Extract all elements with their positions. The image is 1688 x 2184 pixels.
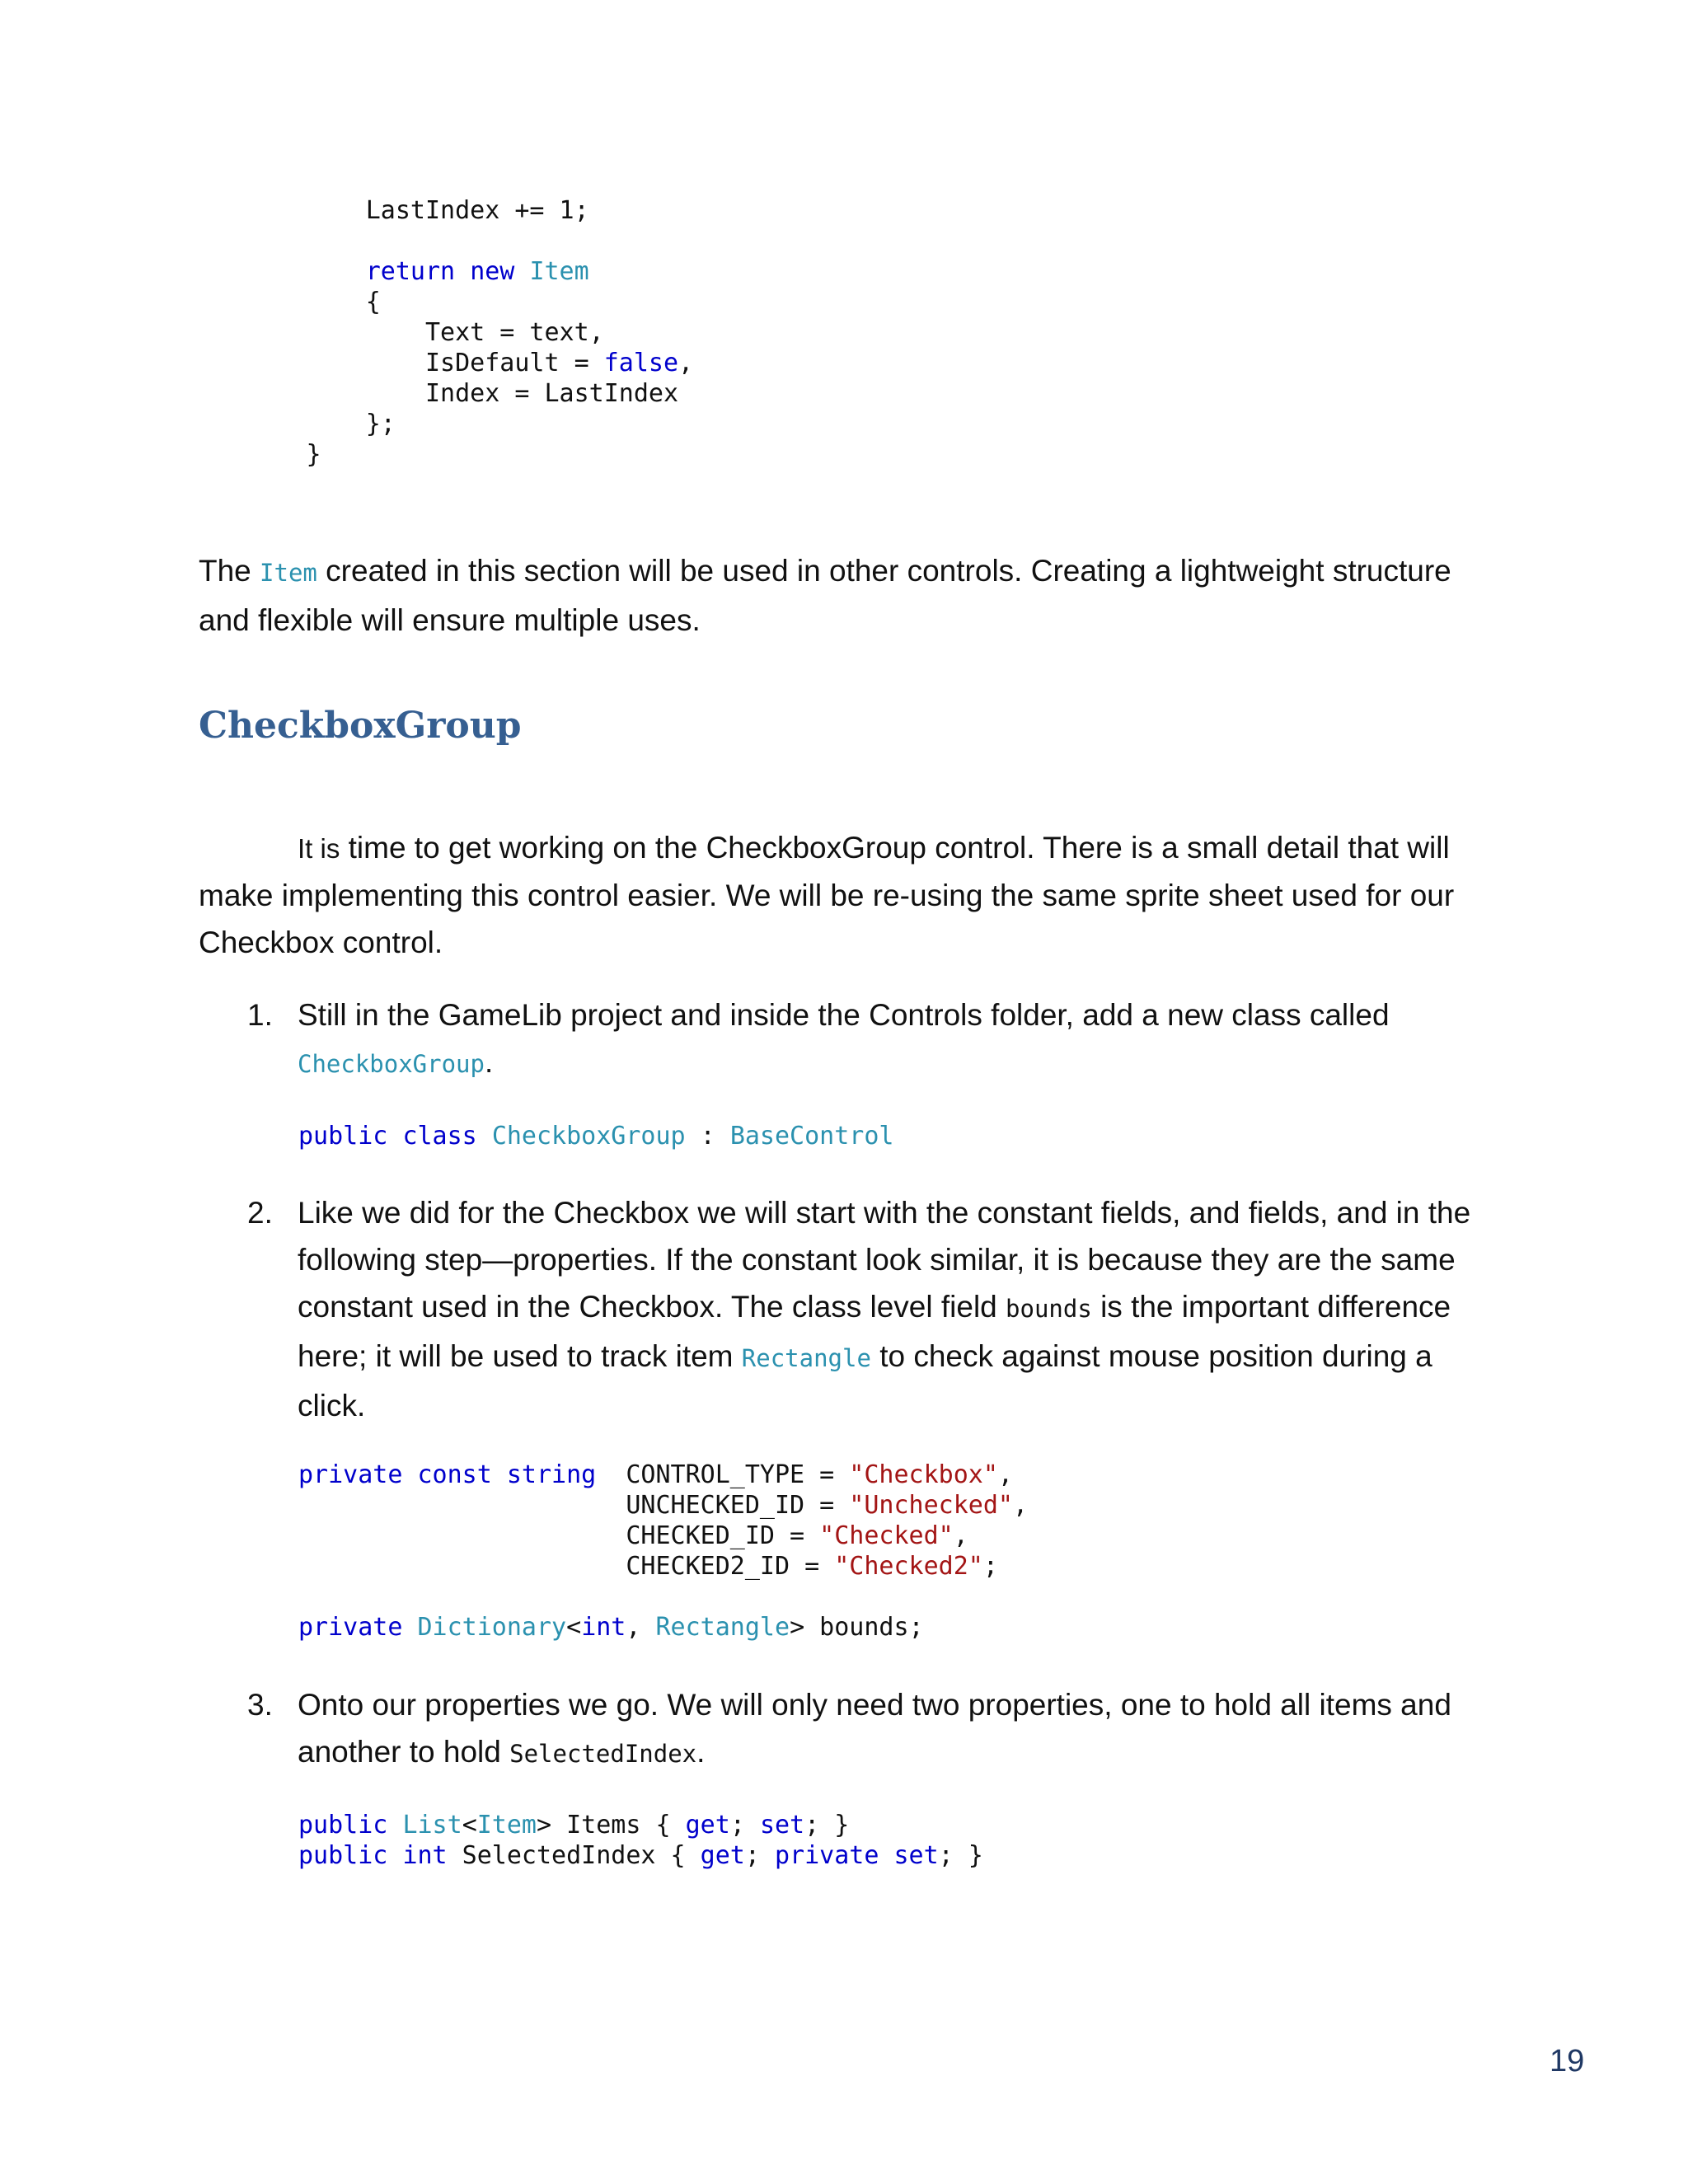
paragraph-text: to check against mouse position during a click. [298,1339,1432,1422]
list-number: 2. [247,1196,273,1230]
list-number: 3. [247,1688,273,1722]
inline-code-rectangle: Rectangle [741,1344,871,1372]
code-block-constants-fields: private const string CONTROL_TYPE = "Checkbox", UNCHECKED_ID = "Unchecked", CHECKED_ID = "Checked", CHECKED2_ID = "Checked2"; private Dictionary<int, Rectangle> bounds; [298,1460,1029,1642]
list-item-text [298,1189,1484,1429]
code-line: Text = text, [187,318,604,347]
inline-code-bounds: bounds [1006,1295,1092,1323]
code-block-class-declaration: public class CheckboxGroup : BaseControl [298,1122,894,1151]
code-line: LastIndex += 1; [187,196,589,225]
paragraph-text: The [199,554,260,588]
list-item-text [298,991,1484,1088]
list-number: 1. [247,998,273,1032]
paragraph-text: Still in the GameLib project and inside the Controls folder, add a new class called [298,998,1390,1032]
paragraph-text: Onto our properties we go. We will only need two properties, one to hold all items and another to hold [298,1688,1451,1769]
code-block-properties: public List<Item> Items { get; set; } public int SelectedIndex { get; private set; } [298,1811,983,1870]
paragraph-intro [199,824,1501,966]
section-heading: CheckboxGroup [199,705,522,747]
paragraph-text: . [696,1735,706,1769]
paragraph-text: time to get working on the CheckboxGroup control. There is a small detail that will make implementing this control easier. We will be re-using the same sprite sheet used for our Checkbox control. [199,831,1455,959]
inline-code-checkboxgroup: CheckboxGroup [298,1050,485,1078]
inline-code-item: Item [260,559,317,587]
paragraph-text: . [484,1045,494,1079]
page-number: 19 [1550,2044,1585,2079]
code-line: IsDefault = false, [187,349,694,377]
code-line: Index = LastIndex [187,379,679,408]
code-block-item-factory-end [187,195,693,470]
paragraph-item-description [199,547,1501,644]
list-item-step-3 [247,1681,1484,1778]
list-item-step-1 [247,991,1484,1088]
inline-code-selectedindex: SelectedIndex [509,1740,697,1768]
paragraph-text: created in this section will be used in other controls. Creating a lightweight structure and flexible will ensure multiple uses. [199,554,1451,637]
code-line: } [187,440,321,469]
code-line: return new Item [365,257,589,286]
paragraph-text: Like we did for the Checkbox we will start with the constant fields, and fields, and in the following step—properties. If the constant look similar, it is because they are the same constant used in the Checkbox. The class level field [298,1196,1471,1324]
code-line: }; [187,410,396,438]
paragraph-text: It is [298,833,340,864]
list-item-step-2 [247,1189,1484,1429]
paragraph-text: is the important difference here; it will be used to track item [298,1290,1451,1373]
code-line: { [187,288,381,316]
list-item-text [298,1681,1484,1778]
